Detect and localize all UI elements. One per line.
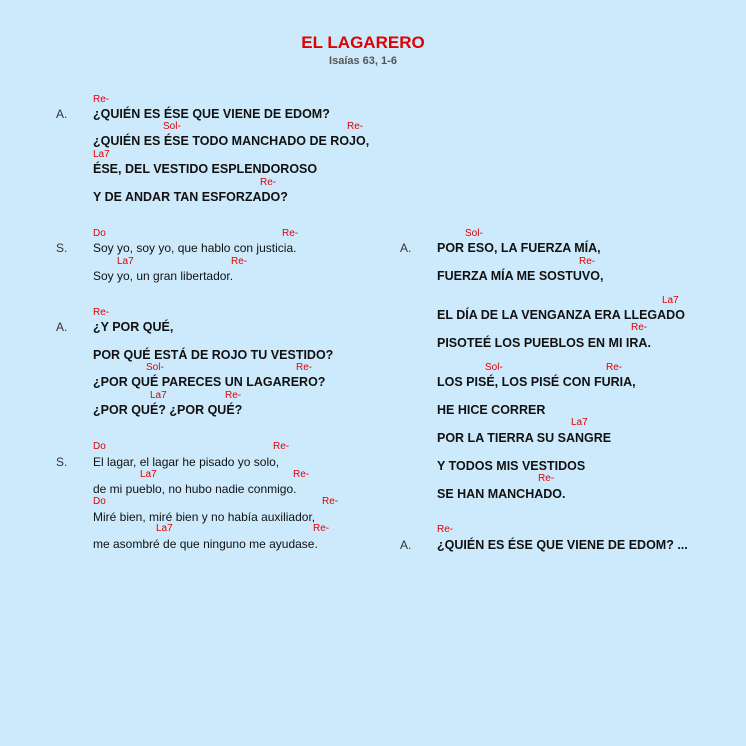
lyric-line: PISOTEÉ LOS PUEBLOS EN MI IRA.	[437, 336, 651, 350]
chord: Re-	[631, 322, 648, 333]
song-title: EL LAGARERO	[301, 33, 425, 52]
chord: Re-	[579, 256, 596, 267]
lyric-line: Soy yo, soy yo, que hablo con justicia.	[93, 241, 297, 255]
lyric-line: Soy yo, un gran libertador.	[93, 269, 234, 283]
speaker-label: S.	[56, 241, 68, 255]
lyric-line: POR ESO, LA FUERZA MÍA,	[437, 241, 601, 255]
lyric-line: Miré bien, miré bien y no había auxiliador,	[93, 510, 316, 524]
speaker-label: A.	[56, 320, 68, 334]
lyric-line: Y TODOS MIS VESTIDOS	[437, 459, 586, 473]
lyric-line: me asombré de que ninguno me ayudase.	[93, 537, 318, 551]
lyric-line: Y DE ANDAR TAN ESFORZADO?	[93, 190, 288, 204]
lyric-line: POR QUÉ ESTÁ DE ROJO TU VESTIDO?	[93, 348, 334, 362]
lyric-line: LOS PISÉ, LOS PISÉ CON FURIA,	[437, 375, 636, 389]
chord: Re-	[260, 177, 277, 188]
chord: Sol-	[485, 362, 503, 373]
chord: Sol-	[163, 121, 181, 132]
chord: La7	[93, 149, 110, 160]
chord: Do	[93, 228, 106, 239]
lyric-line: ¿QUIÉN ES ÉSE QUE VIENE DE EDOM? ...	[437, 538, 688, 552]
chord: Do	[93, 441, 106, 452]
chord: Re-	[437, 524, 454, 535]
chord: Re-	[606, 362, 623, 373]
speaker-label: A.	[56, 107, 68, 121]
chord: La7	[156, 523, 173, 534]
lyric-line: El lagar, el lagar he pisado yo solo,	[93, 455, 280, 469]
chord: Re-	[296, 362, 313, 373]
lyric-line: SE HAN MANCHADO.	[437, 487, 566, 501]
lyric-line: ÉSE, DEL VESTIDO ESPLENDOROSO	[93, 162, 318, 176]
lyric-line: ¿QUIÉN ES ÉSE TODO MANCHADO DE ROJO,	[93, 134, 370, 148]
chord: Do	[93, 496, 106, 507]
lyric-line: de mi pueblo, no hubo nadie conmigo.	[93, 482, 297, 496]
lyric-line: POR LA TIERRA SU SANGRE	[437, 431, 612, 445]
lyric-line: HE HICE CORRER	[437, 403, 546, 417]
chord: La7	[150, 390, 167, 401]
speaker-label: S.	[56, 455, 68, 469]
lyric-line: EL DÍA DE LA VENGANZA ERA LLEGADO	[437, 308, 685, 322]
chord: Sol-	[465, 228, 483, 239]
chord: Re-	[313, 523, 330, 534]
lyric-line: ¿Y POR QUÉ,	[93, 320, 174, 334]
speaker-label: A.	[400, 538, 412, 552]
lyric-line: ¿QUIÉN ES ÉSE QUE VIENE DE EDOM?	[93, 107, 330, 121]
lyric-line: ¿POR QUÉ? ¿POR QUÉ?	[93, 403, 243, 417]
chord: Re-	[538, 473, 555, 484]
chord: La7	[571, 417, 588, 428]
chord: Re-	[231, 256, 248, 267]
chord: Re-	[93, 307, 110, 318]
chord: Sol-	[146, 362, 164, 373]
chord: Re-	[322, 496, 339, 507]
chord: Re-	[293, 469, 310, 480]
chord: Re-	[273, 441, 290, 452]
lyric-line: FUERZA MÍA ME SOSTUVO,	[437, 269, 604, 283]
chord: Re-	[282, 228, 299, 239]
chord: La7	[117, 256, 134, 267]
chord: Re-	[93, 94, 110, 105]
chord: La7	[662, 295, 679, 306]
lyric-line: ¿POR QUÉ PARECES UN LAGARERO?	[93, 375, 326, 389]
song-subtitle: Isaías 63, 1-6	[329, 55, 397, 67]
chord: La7	[140, 469, 157, 480]
chord: Re-	[225, 390, 242, 401]
chord: Re-	[347, 121, 364, 132]
speaker-label: A.	[400, 241, 412, 255]
